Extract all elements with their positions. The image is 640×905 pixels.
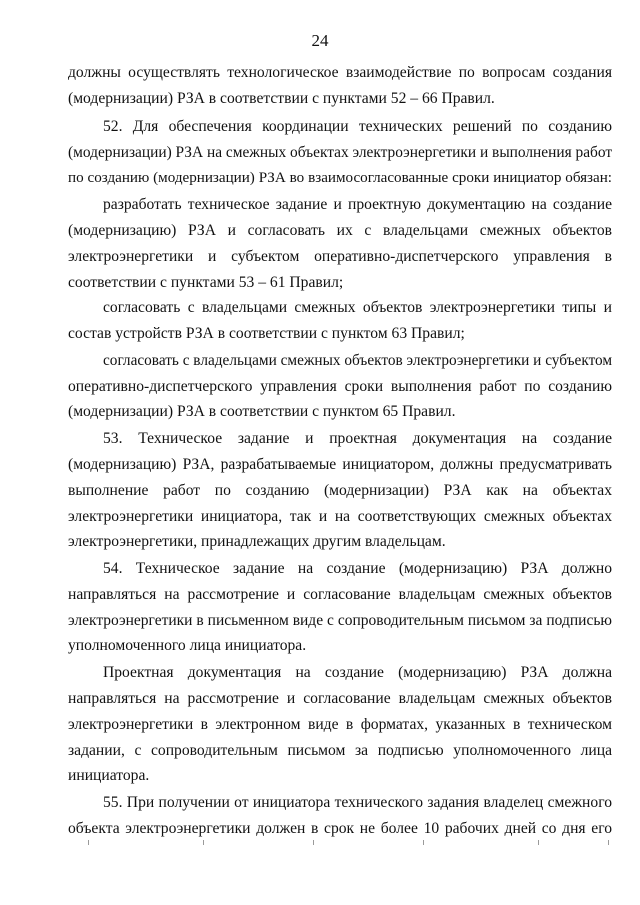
scan-mark	[423, 840, 424, 845]
text-line: Проектная документация на создание (модернизацию) РЗА должна	[103, 664, 612, 681]
text-line: электроэнергетики, принадлежащих другим владельцам.	[68, 533, 446, 550]
text-line: выполнение работ по созданию (модернизации) РЗА как на объектах	[68, 482, 612, 499]
text-line: инициатора.	[68, 767, 150, 784]
text-line: уполномоченного лица инициатора.	[68, 637, 307, 654]
scan-mark	[203, 840, 204, 845]
text-line: состав устройств РЗА в соответствии с пунктом 63 Правил;	[68, 325, 465, 342]
text-line: соответствии с пунктами 53 – 61 Правил;	[68, 274, 344, 291]
text-line: (модернизацию) РЗА, разрабатываемые инициатором, должны предусматривать	[68, 456, 612, 473]
text-line: 54. Техническое задание на создание (модернизацию) РЗА должно	[103, 560, 612, 577]
text-line: объекта электроэнергетики должен в срок не более 10 рабочих дней со дня его	[68, 820, 612, 837]
text-line: разработать техническое задание и проектную документацию на создание	[103, 196, 612, 213]
text-line: электроэнергетики в письменном виде с сопроводительным письмом за подписью	[68, 612, 612, 629]
text-line: согласовать с владельцами смежных объектов электроэнергетики и субъектом	[103, 352, 613, 369]
text-line: (модернизации) РЗА в соответствии с пунктом 65 Правил.	[68, 403, 456, 420]
text-line: должны осуществлять технологическое взаимодействие по вопросам создания	[68, 64, 612, 81]
page-number: 24	[311, 31, 329, 50]
text-line: электроэнергетики и субъектом оперативно-диспетчерского управления в	[68, 248, 612, 265]
scan-mark	[538, 840, 539, 845]
scan-mark	[88, 840, 89, 845]
scan-marks	[68, 840, 612, 850]
text-line: электроэнергетики в электронном виде в форматах, указанных в техническом	[68, 716, 612, 733]
text-line: согласовать с владельцами смежных объектов электроэнергетики типы и	[103, 299, 612, 316]
text-line: 53. Техническое задание и проектная документация на создание	[103, 430, 612, 447]
text-line: направляться на рассмотрение и согласование владельцам смежных объектов	[68, 690, 612, 707]
scan-mark	[313, 840, 314, 845]
text-line: 55. При получении от инициатора технического задания владелец смежного	[103, 794, 612, 811]
text-line: электроэнергетики инициатора, так и на соответствующих смежных объектах	[68, 508, 612, 525]
scan-mark	[608, 840, 609, 845]
text-line: (модернизации) РЗА на смежных объектах электроэнергетики и выполнения работ	[68, 144, 613, 161]
text-line: направляться на рассмотрение и согласование владельцам смежных объектов	[68, 586, 612, 603]
text-line: 52. Для обеспечения координации технических решений по созданию	[103, 118, 612, 135]
text-line: (модернизацию) РЗА и согласовать их с владельцами смежных объектов	[68, 222, 612, 239]
text-line: (модернизации) РЗА в соответствии с пунктами 52 – 66 Правил.	[68, 90, 495, 107]
text-line: по созданию (модернизации) РЗА во взаимосогласованные сроки инициатор обязан:	[68, 170, 612, 186]
text-line: задании, с сопроводительным письмом за подписью уполномоченного лица	[68, 742, 612, 759]
text-line: оперативно-диспетчерского управления сроки выполнения работ по созданию	[68, 378, 612, 395]
